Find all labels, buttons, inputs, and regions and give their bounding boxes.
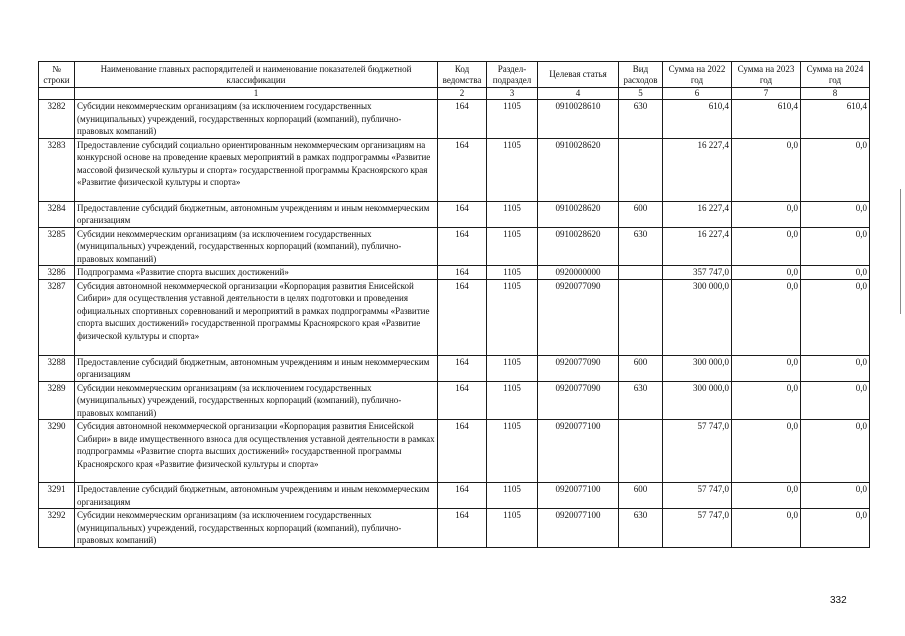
row-sum-2024: 0,0 [801,355,870,381]
header-exp-type: Вид расходов [619,62,663,88]
row-sum-2024: 0,0 [801,227,870,266]
table-row [39,138,870,201]
column-number: 2 [438,88,487,100]
row-dept-code: 164 [438,201,487,227]
header-row-no: № строки [39,62,75,88]
row-target: 0910028620 [538,227,619,266]
row-number: 3282 [39,100,75,139]
row-name: Подпрограмма «Развитие спорта высших достижений» [75,266,438,280]
table-row [39,355,870,381]
row-exp-type: 600 [619,483,663,509]
row-dept-code: 164 [438,227,487,266]
row-sum-2022: 16 227,4 [663,201,732,227]
row-sum-2024: 0,0 [801,381,870,420]
row-dept-code: 164 [438,138,487,201]
row-name: Субсидии некоммерческим организациям (за исключением государственных (муниципальных) учреждений, государственных корпораций (компаний), публично-правовых компаний) [75,509,438,548]
row-sum-2022: 300 000,0 [663,279,732,355]
column-number-row [39,88,870,100]
row-sum-2022: 57 747,0 [663,509,732,548]
page-edge-mark [900,189,901,314]
row-name: Субсидия автономной некоммерческой организации «Корпорация развития Енисейской Сибири» для осуществления уставной деятельности в целях подготовки и проведения официальных спортивных соревнований и мероприятий в рамках подпрограммы «Развитие спорта высших достижений» государственной программы Красноярского края «Развитие физической культуры и спорта» [75,279,438,355]
row-name: Субсидия автономной некоммерческой организации «Корпорация развития Енисейской Сибири» в виде имущественного взноса для осуществления уставной деятельности в рамках подпрограммы «Развитие спорта высших достижений» государственной программы Красноярского края «Развитие физической культуры и спорта» [75,420,438,483]
row-dept-code: 164 [438,266,487,280]
row-number: 3288 [39,355,75,381]
row-sum-2023: 0,0 [732,227,801,266]
row-dept-code: 164 [438,279,487,355]
row-dept-code: 164 [438,100,487,139]
header-sum-2022: Сумма на 2022 год [663,62,732,88]
row-sum-2022: 16 227,4 [663,138,732,201]
row-number: 3289 [39,381,75,420]
header-name: Наименование главных распорядителей и наименование показателей бюджетной классификации [75,62,438,88]
budget-table-container [38,61,870,548]
row-section: 1105 [487,227,538,266]
row-exp-type: 630 [619,100,663,139]
row-number: 3290 [39,420,75,483]
row-dept-code: 164 [438,355,487,381]
row-target: 0920077100 [538,483,619,509]
row-section: 1105 [487,138,538,201]
column-number: 4 [538,88,619,100]
row-sum-2024: 0,0 [801,201,870,227]
row-exp-type: 600 [619,201,663,227]
row-name: Субсидии некоммерческим организациям (за исключением государственных (муниципальных) учреждений, государственных корпораций (компаний), публично-правовых компаний) [75,227,438,266]
row-sum-2022: 357 747,0 [663,266,732,280]
row-dept-code: 164 [438,509,487,548]
column-number: 8 [801,88,870,100]
row-section: 1105 [487,509,538,548]
row-sum-2022: 300 000,0 [663,355,732,381]
table-row [39,266,870,280]
row-sum-2023: 0,0 [732,279,801,355]
row-sum-2023: 0,0 [732,483,801,509]
row-name: Предоставление субсидий бюджетным, автономным учреждениям и иным некоммерческим организациям [75,201,438,227]
row-section: 1105 [487,201,538,227]
row-number: 3283 [39,138,75,201]
row-number: 3291 [39,483,75,509]
row-sum-2023: 610,4 [732,100,801,139]
row-target: 0910028610 [538,100,619,139]
row-exp-type [619,420,663,483]
table-row [39,227,870,266]
row-exp-type: 630 [619,509,663,548]
header-dept-code: Код ведомства [438,62,487,88]
row-exp-type [619,138,663,201]
row-number: 3286 [39,266,75,280]
row-sum-2024: 0,0 [801,279,870,355]
row-section: 1105 [487,420,538,483]
row-number: 3284 [39,201,75,227]
header-target: Целевая статья [538,62,619,88]
header-row [39,62,870,88]
row-sum-2024: 0,0 [801,266,870,280]
row-target: 0920077090 [538,381,619,420]
row-sum-2023: 0,0 [732,138,801,201]
row-name: Субсидии некоммерческим организациям (за исключением государственных (муниципальных) учреждений, государственных корпораций (компаний), публично-правовых компаний) [75,100,438,139]
row-target: 0910028620 [538,138,619,201]
column-number: 6 [663,88,732,100]
row-name: Предоставление субсидий социально ориентированным некоммерческим организациям на конкурсной основе на проведение краевых мероприятий в рамках подпрограммы «Развитие массовой физической культуры и спорта» государственной программы Красноярского края «Развитие физической культуры и спорта» [75,138,438,201]
row-number: 3292 [39,509,75,548]
row-section: 1105 [487,279,538,355]
column-number: 3 [487,88,538,100]
row-sum-2023: 0,0 [732,509,801,548]
row-section: 1105 [487,381,538,420]
row-sum-2024: 0,0 [801,483,870,509]
row-exp-type: 630 [619,227,663,266]
row-section: 1105 [487,483,538,509]
row-dept-code: 164 [438,420,487,483]
table-row [39,201,870,227]
row-sum-2024: 610,4 [801,100,870,139]
header-sum-2024: Сумма на 2024 год [801,62,870,88]
row-section: 1105 [487,355,538,381]
row-name: Предоставление субсидий бюджетным, автономным учреждениям и иным некоммерческим организациям [75,355,438,381]
row-sum-2022: 610,4 [663,100,732,139]
table-row [39,420,870,483]
row-sum-2022: 57 747,0 [663,483,732,509]
row-exp-type: 600 [619,355,663,381]
row-sum-2023: 0,0 [732,201,801,227]
row-sum-2023: 0,0 [732,266,801,280]
row-sum-2023: 0,0 [732,420,801,483]
page-number: 332 [830,595,847,606]
row-target: 0920077100 [538,420,619,483]
column-number: 5 [619,88,663,100]
column-number: 7 [732,88,801,100]
table-row [39,509,870,548]
row-dept-code: 164 [438,483,487,509]
row-sum-2022: 16 227,4 [663,227,732,266]
row-exp-type: 630 [619,381,663,420]
row-dept-code: 164 [438,381,487,420]
row-number: 3287 [39,279,75,355]
row-section: 1105 [487,100,538,139]
row-exp-type [619,279,663,355]
row-sum-2022: 300 000,0 [663,381,732,420]
column-number: 1 [75,88,438,100]
row-target: 0920077100 [538,509,619,548]
table-row [39,279,870,355]
row-sum-2023: 0,0 [732,381,801,420]
row-target: 0920077090 [538,355,619,381]
row-target: 0920077090 [538,279,619,355]
row-sum-2024: 0,0 [801,138,870,201]
table-row [39,483,870,509]
row-target: 0920000000 [538,266,619,280]
row-sum-2022: 57 747,0 [663,420,732,483]
row-exp-type [619,266,663,280]
row-name: Предоставление субсидий бюджетным, автономным учреждениям и иным некоммерческим организациям [75,483,438,509]
table-row [39,381,870,420]
row-sum-2024: 0,0 [801,509,870,548]
header-section: Раздел-подраздел [487,62,538,88]
row-number: 3285 [39,227,75,266]
table-row [39,100,870,139]
row-sum-2023: 0,0 [732,355,801,381]
header-sum-2023: Сумма на 2023 год [732,62,801,88]
row-name: Субсидии некоммерческим организациям (за исключением государственных (муниципальных) учреждений, государственных корпораций (компаний), публично-правовых компаний) [75,381,438,420]
column-number [39,88,75,100]
budget-table [38,61,870,548]
row-target: 0910028620 [538,201,619,227]
row-section: 1105 [487,266,538,280]
row-sum-2024: 0,0 [801,420,870,483]
